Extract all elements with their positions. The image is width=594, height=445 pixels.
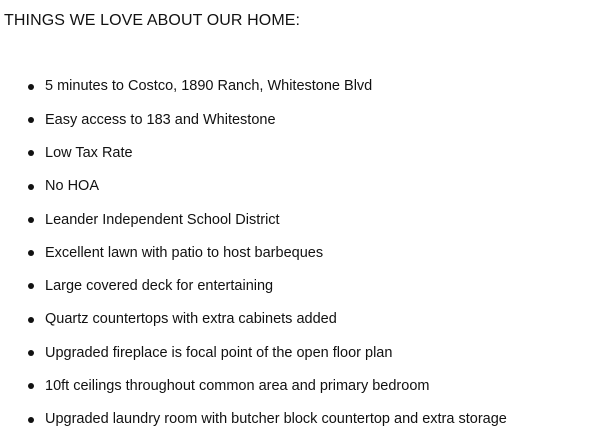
bullet-icon: [28, 417, 34, 423]
bullet-icon: [28, 283, 34, 289]
list-item-text: Quartz countertops with extra cabinets added: [45, 311, 337, 328]
list-item-text: Excellent lawn with patio to host barbeques: [45, 244, 324, 261]
page-title: THINGS WE LOVE ABOUT OUR HOME:: [4, 12, 301, 29]
bullet-icon: [28, 383, 34, 389]
list-item-text: No HOA: [45, 178, 99, 195]
bullet-icon: [28, 184, 34, 190]
bullet-icon: [28, 350, 34, 356]
bullet-icon: [28, 217, 34, 223]
list-item-text: 10ft ceilings throughout common area and primary bedroom: [45, 378, 430, 395]
bullet-icon: [28, 84, 34, 90]
list-item-text: Leander Independent School District: [45, 211, 280, 228]
bullet-icon: [28, 150, 34, 156]
list-item-text: Easy access to 183 and Whitestone: [45, 111, 276, 128]
bullet-icon: [28, 117, 34, 123]
list-item-text: Upgraded fireplace is focal point of the open floor plan: [45, 344, 393, 361]
bullet-icon: [28, 250, 34, 256]
list-item-text: 5 minutes to Costco, 1890 Ranch, Whitestone Blvd: [45, 78, 373, 95]
list-item-text: Upgraded laundry room with butcher block countertop and extra storage: [45, 411, 507, 428]
list-item-text: Large covered deck for entertaining: [45, 278, 274, 295]
bullet-icon: [28, 317, 34, 323]
list-item-text: Low Tax Rate: [45, 144, 133, 161]
